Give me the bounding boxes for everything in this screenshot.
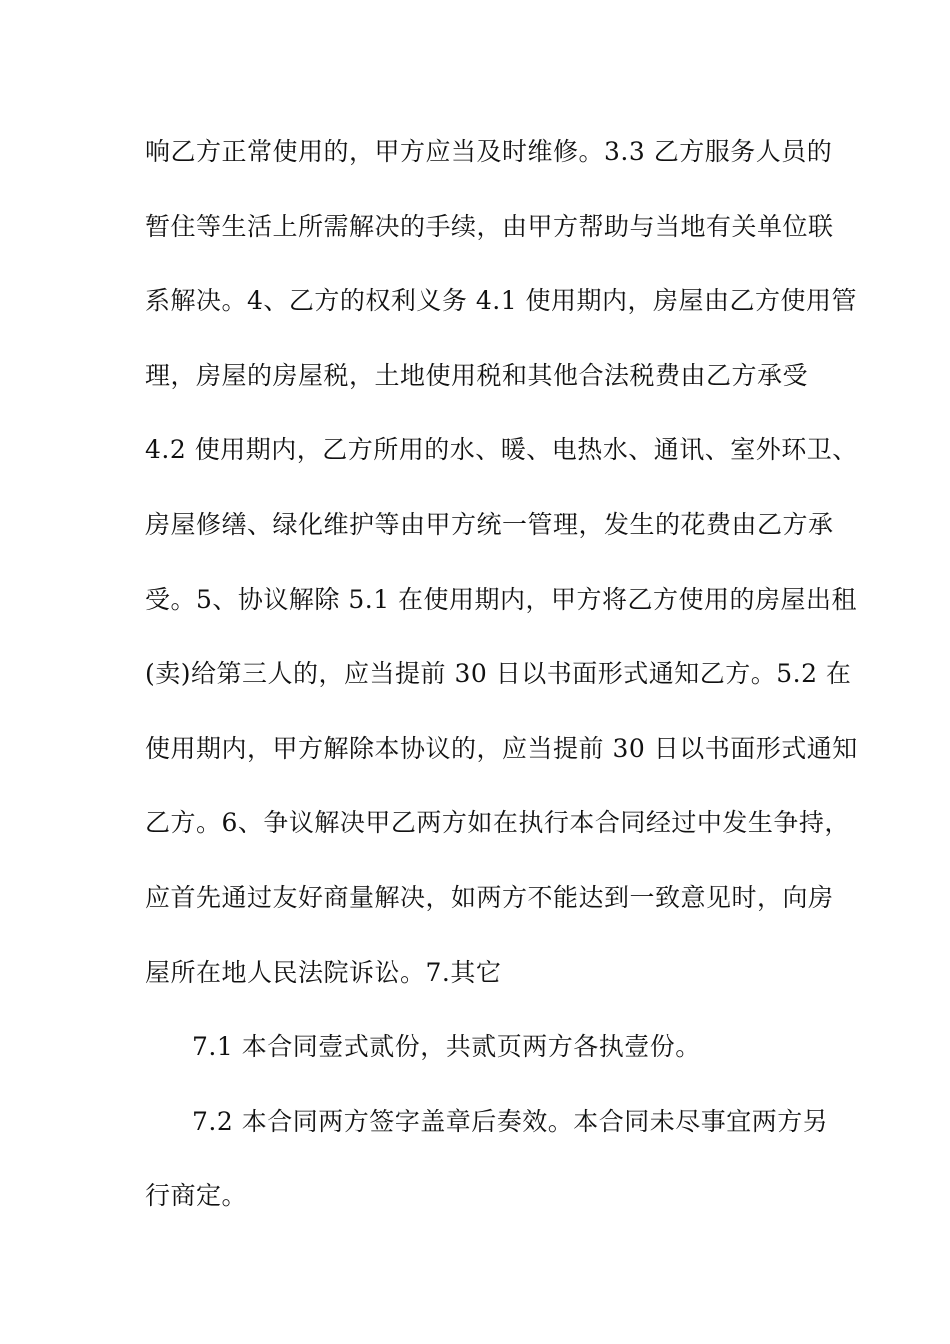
- text-line: 使用期内，甲方解除本协议的，应当提前 30 日以书面形式通知: [145, 733, 858, 763]
- text-line: 4.2 使用期内，乙方所用的水、暖、电热水、通讯、室外环卫、: [145, 435, 858, 465]
- text-line: 屋所在地人民法院诉讼。7.其它: [145, 957, 502, 987]
- text-line: 理，房屋的房屋税，土地使用税和其他合法税费由乙方承受: [145, 360, 809, 390]
- text-line: 响乙方正常使用的，甲方应当及时维修。3.3 乙方服务人员的: [145, 137, 833, 166]
- text-line: 受。5、协议解除 5.1 在使用期内，甲方将乙方使用的房屋出租: [145, 584, 858, 614]
- text-line: 应首先通过友好商量解决，如两方不能达到一致意见时，向房: [145, 882, 834, 912]
- text-line: (卖)给第三人的，应当提前 30 日以书面形式通知乙方。5.2 在: [145, 659, 852, 689]
- document-body: [145, 128, 858, 1247]
- text-line: 系解决。4、乙方的权利义务 4.1 使用期内，房屋由乙方使用管: [145, 286, 858, 316]
- clause-7-2: 7.2 本合同两方签字盖章后奏效。本合同未尽事宜两方另: [192, 1106, 829, 1136]
- clause-7-1: 7.1 本合同壹式贰份，共贰页两方各执壹份。: [192, 1032, 701, 1062]
- text-line: 房屋修缮、绿化维护等由甲方统一管理，发生的花费由乙方承: [145, 509, 834, 539]
- text-line: 行商定。: [145, 1181, 248, 1211]
- text-line: 暂住等生活上所需解决的手续，由甲方帮助与当地有关单位联: [145, 211, 834, 241]
- text-line: 乙方。6、争议解决甲乙两方如在执行本合同经过中发生争持，: [145, 808, 850, 838]
